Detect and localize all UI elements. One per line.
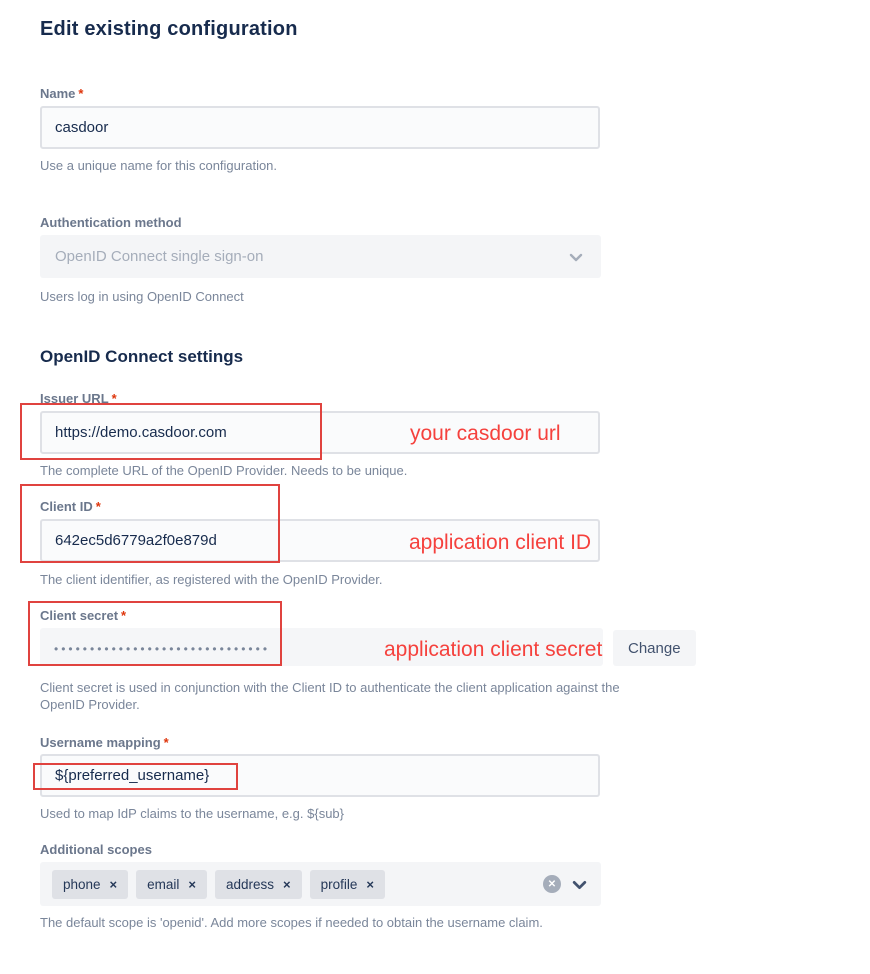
additional-scopes-label: Additional scopes	[40, 842, 152, 857]
chevron-down-icon[interactable]	[569, 874, 589, 894]
name-label: Name *	[40, 86, 84, 101]
scope-tag-label: address	[226, 876, 275, 892]
issuer-url-label: Issuer URL *	[40, 391, 117, 406]
client-secret-label: Client secret *	[40, 608, 127, 623]
required-asterisk: *	[111, 391, 117, 406]
page-title: Edit existing configuration	[40, 18, 298, 40]
client-id-help-text: The client identifier, as registered with the OpenID Provider.	[40, 572, 383, 587]
auth-method-help-text: Users log in using OpenID Connect	[40, 289, 244, 304]
remove-tag-icon[interactable]: ×	[109, 876, 118, 892]
issuer-url-help-text: The complete URL of the OpenID Provider. Needs to be unique.	[40, 463, 408, 478]
annotation-text-issuer-url: your casdoor url	[410, 422, 561, 445]
required-asterisk: *	[95, 499, 101, 514]
scope-tag-label: phone	[63, 876, 101, 892]
name-input[interactable]	[40, 106, 600, 149]
annotation-text-client-secret: application client secret	[384, 638, 603, 661]
scope-tag-label: email	[147, 876, 180, 892]
name-help-text: Use a unique name for this configuration.	[40, 158, 278, 173]
required-asterisk: *	[163, 735, 169, 750]
username-mapping-input[interactable]	[40, 754, 600, 797]
username-mapping-help-text: Used to map IdP claims to the username, e.g. ${sub}	[40, 806, 344, 821]
required-asterisk: *	[78, 86, 84, 101]
auth-method-label: Authentication method	[40, 215, 182, 230]
remove-tag-icon[interactable]: ×	[283, 876, 291, 892]
client-id-label: Client ID *	[40, 499, 101, 514]
client-secret-help-text: Client secret is used in conjunction with the Client ID to authenticate the client application against the OpenID Provider.	[40, 680, 620, 712]
additional-scopes-help-text: The default scope is 'openid'. Add more scopes if needed to obtain the username claim.	[40, 915, 543, 930]
client-secret-masked-value: ••••••••••••••••••••••••••••••	[54, 641, 271, 656]
remove-tag-icon[interactable]: ×	[366, 876, 374, 892]
username-mapping-label: Username mapping *	[40, 735, 169, 750]
remove-tag-icon[interactable]: ×	[188, 876, 196, 892]
additional-scopes-multiselect[interactable]	[40, 862, 601, 906]
change-secret-button[interactable]: Change	[613, 630, 696, 666]
scope-tag-label: profile	[320, 876, 358, 892]
clear-all-icon[interactable]: ✕	[543, 875, 561, 893]
scope-tag	[310, 870, 385, 899]
auth-method-value: OpenID Connect single sign-on	[55, 248, 264, 265]
scope-tag	[52, 870, 128, 899]
auth-method-select	[40, 235, 601, 278]
required-asterisk: *	[121, 608, 127, 623]
chevron-down-icon	[566, 247, 586, 267]
annotation-text-client-id: application client ID	[409, 531, 592, 554]
scope-tag	[136, 870, 207, 899]
section-title: OpenID Connect settings	[40, 347, 244, 366]
scope-tag	[215, 870, 302, 899]
